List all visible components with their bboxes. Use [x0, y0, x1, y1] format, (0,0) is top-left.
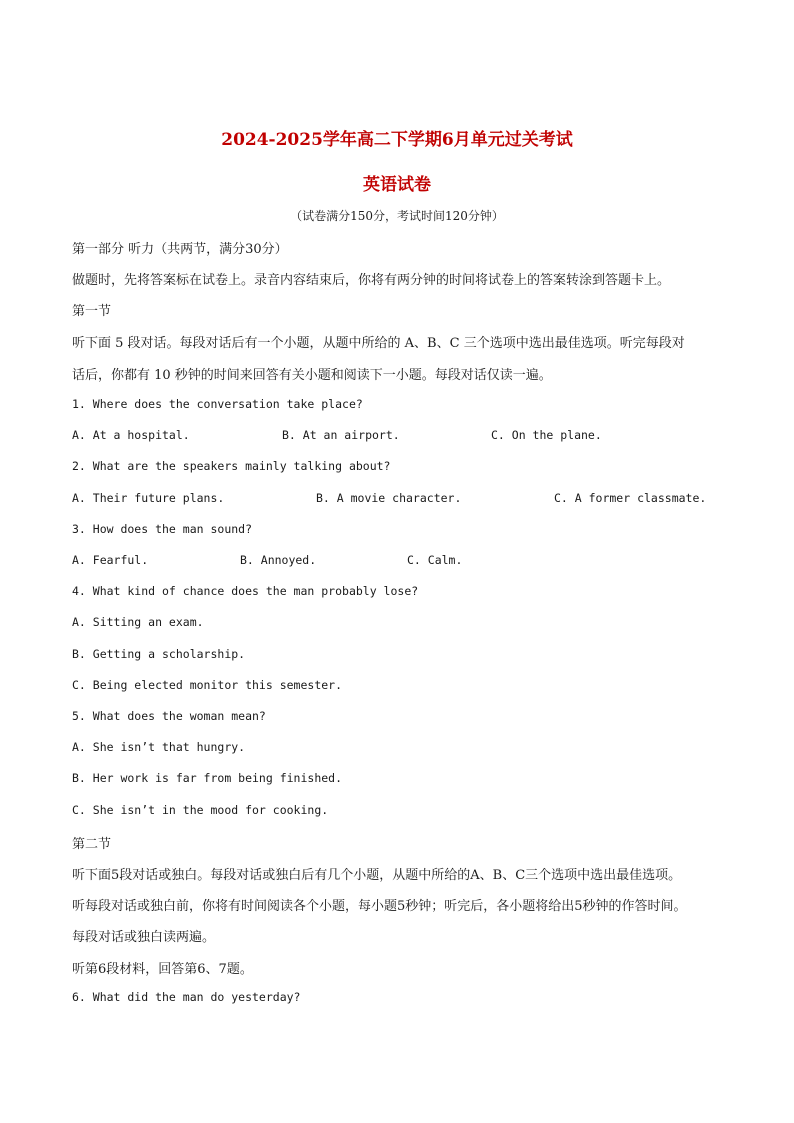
- exam-title: 2024-2025学年高二下学期6月单元过关考试: [221, 130, 573, 150]
- exam-info: （试卷满分150分，考试时间120分钟）: [290, 209, 504, 223]
- question-1: 1. Where does the conversation take place?: [72, 397, 363, 411]
- q4-option-c: C. Being elected monitor this semester.: [72, 678, 343, 692]
- question-2: 2. What are the speakers mainly talking about?: [72, 459, 391, 473]
- question-3: 3. How does the man sound?: [72, 522, 253, 536]
- material-6-heading: 听第6段材料，回答第6、7题。: [72, 962, 253, 977]
- question-6: 6. What did the man do yesterday?: [72, 990, 301, 1004]
- question-5: 5. What does the woman mean?: [72, 709, 266, 723]
- section1-instructions-2: 话后，你都有 10 秒钟的时间来回答有关小题和阅读下一小题。每段对话仅读一遍。: [72, 368, 552, 383]
- q1-option-b: B. At an airport.: [282, 428, 400, 442]
- q4-option-b: B. Getting a scholarship.: [72, 647, 246, 661]
- q2-option-c: C. A former classmate.: [554, 491, 707, 505]
- q1-option-c: C. On the plane.: [491, 428, 602, 442]
- exam-subtitle: 英语试卷: [363, 175, 431, 195]
- q5-option-a: A. She isn’t that hungry.: [72, 740, 246, 754]
- section1-heading: 第一节: [72, 304, 112, 319]
- section1-instructions-1: 听下面 5 段对话。每段对话后有一个小题，从题中所给的 A、B、C 三个选项中选出最佳选项。听完每段对: [72, 336, 685, 351]
- q3-option-b: B. Annoyed.: [240, 553, 317, 567]
- q4-option-a: A. Sitting an exam.: [72, 615, 204, 629]
- part1-heading: 第一部分 听力（共两节，满分30分）: [72, 242, 288, 257]
- q5-option-c: C. She isn’t in the mood for cooking.: [72, 803, 329, 817]
- question-4: 4. What kind of chance does the man probably lose?: [72, 584, 419, 598]
- q2-option-b: B. A movie character.: [316, 491, 462, 505]
- q3-option-a: A. Fearful.: [72, 553, 149, 567]
- q5-option-b: B. Her work is far from being finished.: [72, 771, 343, 785]
- section2-instructions-3: 每段对话或独白读两遍。: [72, 930, 216, 945]
- section2-instructions-2: 听每段对话或独白前，你将有时间阅读各个小题，每小题5秒钟；听完后，各小题将给出5秒钟的作答时间。: [72, 899, 687, 914]
- section2-heading: 第二节: [72, 837, 112, 852]
- part1-instructions: 做题时，先将答案标在试卷上。录音内容结束后，你将有两分钟的时间将试卷上的答案转涂到答题卡上。: [72, 273, 671, 288]
- q1-option-a: A. At a hospital.: [72, 428, 190, 442]
- q2-option-a: A. Their future plans.: [72, 491, 225, 505]
- section2-instructions-1: 听下面5段对话或独白。每段对话或独白后有几个小题，从题中所给的A、B、C三个选项中选出最佳选项。: [72, 868, 682, 883]
- q3-option-c: C. Calm.: [407, 553, 463, 567]
